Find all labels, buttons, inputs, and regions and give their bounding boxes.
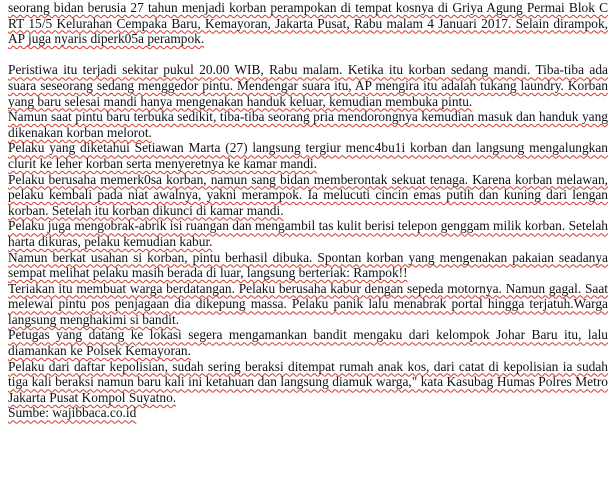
paragraph-8: Petugas yang datang ke lokasi segera mengamankan bandit mengaku dari kelompok Johar Baru itu, lalu diamankan ke Polsek Kemayoran. [8, 327, 608, 359]
paragraph-4: Pelaku berusaha memerk0sa korban, namun sang bidan memberontak sekuat tenaga. Karena korban melawan, pelaku kembali pada niat awalnya, yakni merampok. Ia melucuti cincin emas putih dan kuning dari lengan korban. Setelah itu korban dikunci di kamar mandi. [8, 171, 608, 218]
paragraph-6: Namun berkat usahan si korban, pintu berhasil dibuka. Spontan korban yang mengenakan pakaian seadanya sempat melihat pelaku masih berada di luar, langsung berteriak: Rampok!! [8, 249, 608, 281]
document-body [8, 0, 608, 421]
paragraph-3: Pelaku yang diketahui Setiawan Marta (27) langsung tergiur menc4bu1i korban dan langsung mengalungkan clurit ke leher korban serta menyeretnya ke kamar mandi. [8, 140, 608, 171]
paragraph-gap [8, 47, 608, 63]
intro-paragraph: seorang bidan berusia 27 tahun menjadi korban perampokan di tempat kosnya di Griya Agung Permai Blok C RT 15/5 Kelurahan Cempaka Baru, Kemayoran, Jakarta Pusat, Rabu malam 4 Januari 2017. Selain dirampok, AP juga nyaris diperk05a perampok. [8, 0, 608, 47]
paragraph-5: Pelaku juga mengobrak-abrik isi ruangan dan mengambil tas kulit berisi telepon genggam milik korban. Setelah harta dikuras, pelaku kemudian kabur. [8, 218, 608, 249]
paragraph-2: Namun saat pintu baru terbuka sedikit, tiba-tiba seorang pria mendorongnya kemudian masuk dan handuk yang dikenakan korban melorot. [8, 109, 608, 140]
paragraph-7: Teriakan itu membuat warga berdatangan. Pelaku berusaha kabur dengan sepeda motornya. Namun gagal. Saat melewai pintu pos penjagaan dia dikepung massa. Pelaku panik lalu menabrak portal hingga terjatuh.Warga langsung menghakimi si bandit. [8, 280, 608, 327]
source-line: Sumbe: wajibbaca.co.id [8, 405, 137, 421]
paragraph-1: Peristiwa itu terjadi sekitar pukul 20.00 WIB, Rabu malam. Ketika itu korban sedang mandi. Tiba-tiba ada suara seseorang sedang menggedor pintu. Mendengar suara itu, AP mengira itu adalah tukang laundry. Korban yang baru selesai mandi hanya mengenakan handuk keluar, kemudian membuka pintu. [8, 62, 608, 109]
paragraph-9: Pelaku dari daftar kepolisian, sudah sering beraksi ditempat rumah anak kos, dari catat di kepolisian ia sudah tiga kali beraksi namun baru kali ini ketahuan dan langsung diamuk warga," kata Kasubag Humas Polres Metro Jakarta Pusat Kompol Suyatno. [8, 358, 608, 405]
